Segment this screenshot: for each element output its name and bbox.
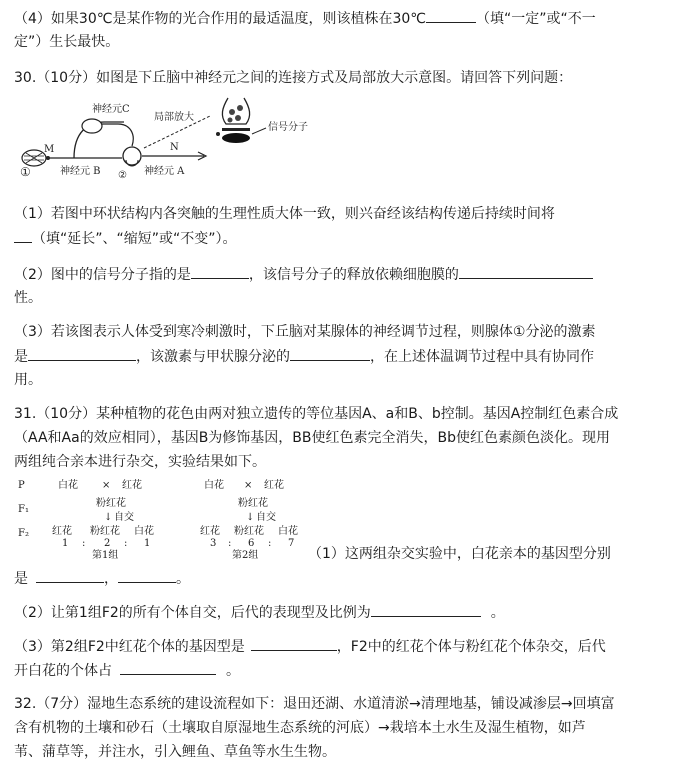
q30-part2-line1	[14, 264, 593, 285]
q30-part3-text-e: 用。	[14, 372, 42, 388]
g2-p-times: ×	[244, 480, 253, 491]
q29-part4-text-a: （4）如果30℃是某作物的光合作用的最适温度，则该植株在30℃	[14, 11, 426, 27]
q31-part3-end: 。	[226, 663, 240, 679]
g1-ratio-4: 1	[144, 538, 151, 549]
q31-part1-blank-1[interactable]	[36, 568, 104, 583]
q31-part2-text: （2）让第1组F2的所有个体自交，后代的表现型及比例为	[14, 605, 371, 621]
q31-part2-blank[interactable]	[371, 602, 481, 617]
g2-f2-red: 红花	[200, 526, 220, 537]
q32-line1	[14, 694, 615, 714]
g1-f2-pink: 粉红花	[90, 526, 120, 537]
q29-part4-line2	[14, 32, 119, 52]
g2-f1-pink: 粉红花	[238, 498, 268, 509]
label-n: N	[170, 142, 179, 153]
label-m: M	[44, 144, 55, 155]
q30-part1-blank[interactable]	[14, 228, 32, 243]
q31-part1-blank-2[interactable]	[118, 568, 176, 583]
g1-ratio-1: :	[82, 538, 86, 549]
g2-f2-pink: 粉红花	[234, 526, 264, 537]
q30-part3-line1	[14, 322, 595, 342]
signal-pointer	[252, 128, 266, 134]
q31-part3-line2	[14, 660, 240, 681]
g1-p-red: 红花	[122, 480, 142, 491]
g1-f2-red: 红花	[52, 526, 72, 537]
q31-part3-blank-2[interactable]	[120, 660, 216, 675]
q31-text-2: （AA和Aa的效应相同），基因B为修饰基因，BB使红色素完全消失，Bb使红色素颜色淡化。现用	[14, 430, 611, 446]
label-neuron-a: 神经元 A	[144, 166, 185, 177]
q31-part1-sep: ，	[104, 571, 118, 587]
label-neuron-b: 神经元 B	[60, 166, 101, 177]
q30-part3-text-c: ，该激素与甲状腺分泌的	[136, 349, 290, 365]
q29-part4-text-c: 定”）生长最快。	[14, 34, 120, 50]
q30-part2-blank-1[interactable]	[191, 264, 249, 279]
g1-f2-white: 白花	[134, 526, 154, 537]
g2-ratio-2: 6	[248, 538, 255, 549]
q30-part3-blank-2[interactable]	[290, 346, 370, 361]
gen-p-label: P	[18, 480, 25, 491]
neuron-c-body	[82, 119, 102, 133]
g2-arrow: ↓	[246, 512, 255, 523]
q30-part2-text-b: ，该信号分子的释放依赖细胞膜的	[248, 267, 459, 283]
q31-part3-text-c: 开白花的个体占	[14, 663, 112, 679]
q30-part1-line2	[14, 228, 237, 249]
q31-part1-text-a: （1）这两组杂交实验中，白花亲本的基因型分别	[308, 546, 611, 562]
label-enlarge: 局部放大	[154, 112, 194, 123]
q30-part3-text-b: 是	[14, 349, 28, 365]
label-signal-molecule: 信号分子	[268, 122, 308, 133]
g1-p-times: ×	[102, 480, 111, 491]
label-neuron-c: 神经元C	[92, 104, 130, 115]
g1-ratio-2: 2	[104, 538, 111, 549]
g2-selfing: 自交	[256, 512, 276, 523]
q29-part4-text-b: （填“一定”或“不一	[475, 11, 596, 27]
q31-line1	[14, 404, 618, 424]
q31-part3-line1	[14, 636, 606, 657]
g2-p-red: 红花	[264, 480, 284, 491]
q31-part3-blank-1[interactable]	[251, 636, 337, 651]
q32-text-2: 含有机物的土壤和砂石（土壤取自原湿地生态系统的河底）→栽培本土水生及湿生植物，如芦	[14, 720, 586, 736]
g2-f2-white: 白花	[278, 526, 298, 537]
neuron-a-body	[123, 147, 141, 165]
g2-ratio-3: :	[268, 538, 272, 549]
q30-part3-text-a: （3）若该图表示人体受到寒冷刺激时，下丘脑对某腺体的神经调节过程，则腺体①分泌的激素	[14, 324, 596, 340]
q31-part1-text-b: 是	[14, 571, 28, 587]
q30-part2-text-a: （2）图中的信号分子指的是	[14, 267, 191, 283]
g1-ratio-3: :	[124, 538, 128, 549]
structure-1-ending	[22, 150, 46, 166]
q32-line2	[14, 718, 586, 738]
q29-part4-blank[interactable]	[426, 8, 476, 23]
q30-part2-line2	[14, 288, 42, 308]
enlarged-synapse	[216, 98, 250, 143]
g1-f1-pink: 粉红花	[96, 498, 126, 509]
q30-header	[14, 68, 572, 88]
point-m	[46, 156, 50, 160]
q31-part3-text-a: （3）第2组F2中红花个体的基因型是	[14, 639, 245, 655]
q30-part2-text-c: 性。	[14, 290, 42, 306]
q32-text-3: 苇、蒲草等，并注水，引入鲤鱼、草鱼等水生生物。	[14, 744, 336, 760]
q31-part1-line1	[308, 544, 611, 564]
q31-line2	[14, 428, 610, 448]
q31-part1-line2	[14, 568, 190, 589]
g1-arrow: ↓	[104, 512, 113, 523]
q30-part2-blank-2[interactable]	[459, 264, 593, 279]
g1-selfing: 自交	[114, 512, 134, 523]
gen-f2-label: F₂	[18, 528, 29, 539]
group-2-label: 第2组	[232, 550, 259, 561]
q31-part3-text-b: ，F2中的红花个体与粉红花个体杂交，后代	[336, 639, 606, 655]
label-structure-2: ②	[118, 170, 127, 181]
q30-part1-text-a: （1）若图中环状结构内各突触的生理性质大体一致，则兴奋经该结构传递后持续时间将	[14, 206, 555, 222]
g2-ratio-0: 3	[210, 538, 217, 549]
neuron-connection-diagram	[14, 94, 314, 190]
q30-part3-line3	[14, 370, 42, 390]
q31-text-3: 两组纯合亲本进行杂交，实验结果如下。	[14, 454, 266, 470]
label-structure-1: ①	[20, 165, 31, 179]
q31-text-1: 31.（10分）某种植物的花色由两对独立遗传的等位基因A、a和B、b控制。基因A控制红色素合成	[14, 406, 619, 422]
loop-axon-right	[102, 124, 133, 146]
q30-part1-text-b: （填“延长”、“缩短”或“不变”）。	[32, 231, 237, 247]
g2-p-white: 白花	[204, 480, 224, 491]
q30-part3-text-d: ，在上述体温调节过程中具有协同作	[370, 349, 594, 365]
q29-part4-line1	[14, 8, 596, 29]
g1-ratio-0: 1	[62, 538, 69, 549]
q30-part3-line2	[14, 346, 594, 367]
group-1-label: 第1组	[92, 550, 119, 561]
q30-header-text: 30.（10分）如图是下丘脑中神经元之间的连接方式及局部放大示意图。请回答下列问题：	[14, 70, 573, 86]
q30-part3-blank-1[interactable]	[28, 346, 136, 361]
g2-ratio-4: 7	[288, 538, 295, 549]
gen-f1-label: F₁	[18, 504, 29, 515]
q32-text-1: 32.（7分）湿地生态系统的建设流程如下：退田还湖、水道清淤→清理地基，铺设减渗层→回填富	[14, 696, 615, 712]
q31-part2-line	[14, 602, 505, 623]
g2-ratio-1: :	[228, 538, 232, 549]
q31-part1-end: 。	[176, 571, 190, 587]
q32-line3	[14, 742, 336, 762]
cross-diagram	[14, 478, 306, 560]
q31-part2-end: 。	[490, 605, 505, 621]
q30-part1-line1	[14, 204, 555, 224]
q31-line3	[14, 452, 266, 472]
g1-p-white: 白花	[58, 480, 78, 491]
